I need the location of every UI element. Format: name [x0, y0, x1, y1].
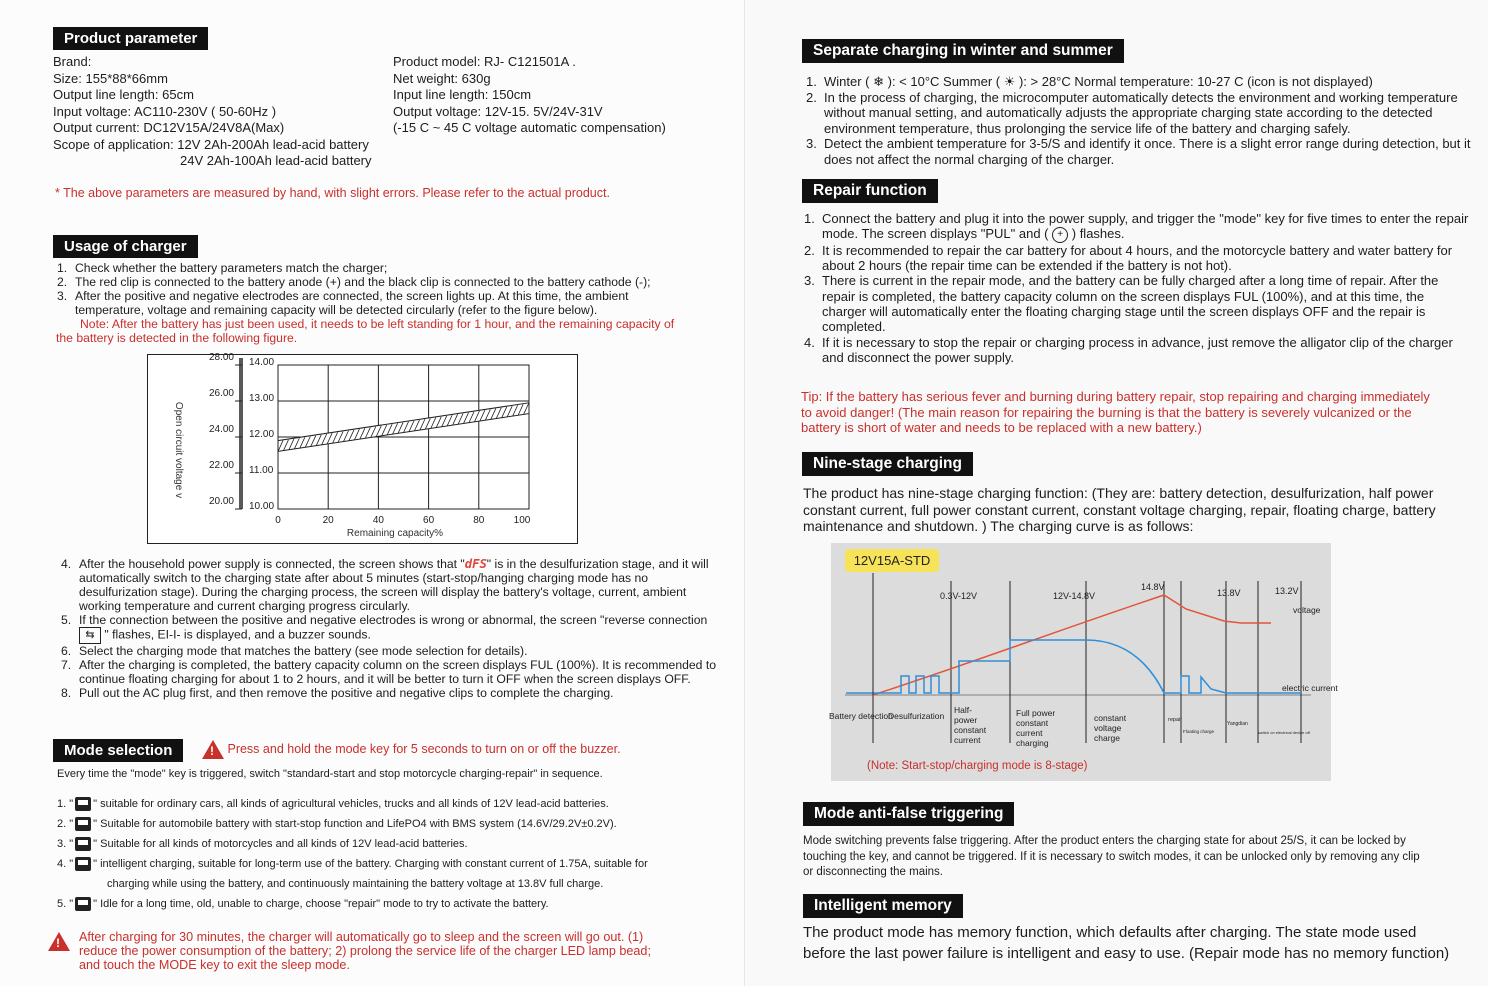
memory-heading: Intelligent memory: [803, 894, 963, 918]
chart-background: [831, 543, 1331, 781]
y-tick-label-24v: 20.00: [208, 496, 234, 507]
stage-voltage-label: 0.3V-12V: [940, 591, 978, 601]
product-parameter-col2: [393, 54, 666, 137]
list-item: 3. After the positive and negative electrodes are connected, the screen lights up. At this time, the ambient temperature, voltage and remaining capacity will be detected circularly (refer to the figure below).: [57, 289, 629, 317]
anti-false-heading: Mode anti-false triggering: [803, 802, 1014, 826]
mode-item-lifepo: 2. " " Suitable for automobile battery with start-stop function and LifePO4 with BMS system (14.6V/29.2V±0.2V).: [57, 818, 617, 830]
car-lifepo-icon: [75, 817, 91, 831]
param-weight: Net weight: 630g: [393, 70, 491, 86]
stage-voltage-label: 13.8V: [1217, 588, 1241, 598]
chart-tag-label: 12V15A-STD: [853, 553, 931, 568]
y-tick-label-24v: 22.00: [208, 460, 234, 471]
list-item: 4. If it is necessary to stop the repair or charging process in advance, just remove the alligator clip of the charger and disconnect the power supply.: [804, 334, 1453, 365]
motorcycle-icon: [75, 837, 91, 851]
param-output-current: Output current: DC12V15A/24V8A(Max): [53, 120, 285, 135]
stage-label: power: [954, 715, 978, 725]
car-std-icon: [75, 797, 91, 811]
mode-item-std: 1. " " suitable for ordinary cars, all kinds of agricultural vehicles, trucks and all kinds of 12V lead-acid batteries.: [57, 798, 609, 810]
mode-list: [57, 794, 648, 914]
x-tick-label: 0: [275, 515, 281, 526]
list-item: 4. After the household power supply is connected, the screen shows that "dFS" is in the desulfurization stage, and it will automatically switch to the charging state after about 5 minutes (start-stop/hanging charging mode has no desulfurization stage). During the charging process, the screen will display the battery's voltage, current, ambient working temperature and current charging progress circularly.: [61, 557, 709, 613]
sleep-warning-icon-wrap: [48, 932, 70, 951]
usage-list: [57, 261, 729, 317]
stage-label: current: [954, 735, 981, 745]
warning-icon: [48, 932, 70, 951]
stage-label: constant: [1016, 718, 1049, 728]
repair-icon: [75, 897, 91, 911]
chart-x-label: Remaining capacity%: [346, 528, 444, 539]
param-size: Size: 155*88*66mm: [53, 70, 168, 86]
parameter-note: * The above parameters are measured by hand, with slight errors. Please refer to the actual product.: [55, 186, 610, 200]
stage-label: repair: [1168, 717, 1183, 723]
stage-label: Yangdian: [1227, 721, 1248, 727]
list-item: 3. There is current in the repair mode, and the battery can be fully charged after a long time of repair. After the repair is completed, the battery capacity column on the screen displays FUL (100%), and at this time, the charger will automatically enter the floating charging stage until the screen displays OFF and the repair is completed.: [804, 273, 1439, 335]
chart-note: (Note: Start-stop/charging mode is 8-stage): [867, 760, 1088, 772]
seasons-list: [806, 74, 1481, 167]
stage-label: voltage: [1094, 723, 1122, 733]
usage-list-continued: [61, 557, 725, 700]
dfs-display: dFS: [464, 557, 487, 571]
nine-stage-charging-chart: [829, 543, 1338, 781]
list-item: 1. Check whether the battery parameters match the charger;: [57, 261, 388, 275]
buzzer-note: ! Press and hold the mode key for 5 seconds to turn on or off the buzzer.: [202, 740, 621, 759]
x-tick-label: 60: [423, 515, 435, 526]
anti-false-text: Mode switching prevents false triggering. After the product enters the charging state for about 25/S, it can be locked by touching the key, and cannot be triggered. If it is necessary to switch modes, it can be unlocked only by removing any clip or disconnecting the mains.: [803, 835, 1420, 878]
param-model: Product model: RJ- C121501A .: [393, 54, 576, 69]
list-item: 1. Connect the battery and plug it into the power supply, and trigger the "mode" key for five times to enter the repair mode. The screen displays "PUL" and ( + ) flashes.: [804, 211, 1469, 242]
param-scope-24v: 24V 2Ah-100Ah lead-acid battery: [180, 153, 372, 168]
stage-label: Full power: [1016, 708, 1056, 718]
right-page: [745, 0, 1488, 986]
y-tick-label-24v: 28.00: [208, 352, 234, 363]
stage-voltage-label: 13.2V: [1275, 586, 1299, 596]
stage-voltage-label: 12V-14.8V: [1053, 591, 1096, 601]
y-tick-label-12v: 13.00: [249, 393, 275, 404]
x-tick-label: 40: [372, 515, 384, 526]
param-output-voltage: Output voltage: 12V-15. 5V/24V-31V: [393, 103, 603, 119]
stage-label: constant: [1094, 713, 1127, 723]
list-item: 6. Select the charging mode that matches the battery (see mode selection for details).: [61, 644, 528, 658]
stage-label: charging: [1016, 738, 1049, 748]
y-tick-label-12v: 11.00: [249, 465, 274, 476]
stage-label: Half-: [954, 705, 972, 715]
stage-label: switch on electrical device off: [1258, 730, 1310, 735]
stage-voltage-label: 14.8V: [1141, 582, 1165, 592]
param-input-voltage: Input voltage: AC110-230V ( 50-60Hz ): [53, 103, 277, 119]
list-item: 1. Winter ( ❄ ): < 10°C Summer ( ☀ ): > 28°C Normal temperature: 10-27 C (icon is not displayed): [806, 74, 1373, 89]
stage-label: constant: [954, 725, 987, 735]
nine-stage-text: The product has nine-stage charging function: (They are: battery detection, desulfurization, half power constant current, full power constant current, constant voltage charging, repair, floating charge, battery maintenance and shutdown. ) The charging curve is as follows:: [803, 485, 1436, 534]
mode-selection-heading: Mode selection: [53, 739, 183, 762]
y-tick-label-12v: 14.00: [249, 357, 275, 368]
reverse-connection-icon: ⇆: [79, 627, 101, 644]
list-item: 2. It is recommended to repair the car battery for about 4 hours, and the motorcycle battery and water battery for about 2 hours (the repair time can be extended if the battery is not hot).: [804, 242, 1453, 274]
voltage-capacity-chart: [147, 354, 578, 544]
stage-label: Battery detection: [829, 711, 893, 721]
stage-label: charge: [1094, 733, 1120, 743]
stage-label: Floating charge: [1183, 729, 1215, 734]
x-tick-label: 20: [322, 515, 334, 526]
x-tick-label: 80: [473, 515, 485, 526]
y-tick-label-24v: 26.00: [208, 388, 234, 399]
product-parameter-col1: [53, 54, 372, 170]
warning-icon: [202, 740, 224, 759]
stage-label: Desulfurization: [888, 711, 945, 721]
y-tick-label-24v: 24.00: [208, 424, 234, 435]
memory-text: The product mode has memory function, which defaults after charging. The state mode used before the last power failure is intelligent and easy to use. (Repair mode has no memory function): [803, 924, 1450, 962]
list-item: 8. Pull out the AC plug first, and then remove the positive and negative clips to complete the charging.: [61, 686, 614, 700]
stage-label: current: [1016, 728, 1043, 738]
repair-list: [804, 211, 1469, 365]
list-item: 3. Detect the ambient temperature for 3-5/S and identify it once. There is a slight error range during detection, but it does not affect the normal charging of the charger.: [806, 136, 1471, 167]
chart-y-label: Open circuit voltage v: [173, 401, 184, 499]
product-parameter-heading: Product parameter: [53, 27, 208, 50]
usage-heading: Usage of charger: [53, 235, 198, 258]
repair-tip: Tip: If the battery has serious fever and burning during battery repair, stop repairing and charging immediately to avoid danger! (The main reason for repairing the burning is that the battery is severely vulcanized or the battery is short of water and needs to be replaced with a new battery.): [801, 389, 1430, 435]
usage-note-line2: the battery is detected in the following figure.: [56, 331, 298, 345]
trickle-icon: [75, 857, 91, 871]
x-tick-label: 100: [513, 515, 531, 526]
repair-plus-icon: +: [1052, 227, 1068, 243]
param-brand: Brand:: [53, 54, 92, 69]
mode-intro: Every time the "mode" key is triggered, switch "standard-start and stop motorcycle charging-repair" in sequence.: [57, 768, 603, 780]
list-item: 7. After the charging is completed, the battery capacity column on the screen displays FUL (100%). It is recommended to continue floating charging for about 1 to 2 hours, and it will be better to turn it OFF when the screen displays OFF.: [61, 658, 716, 686]
legend-current: electric current: [1282, 683, 1338, 693]
mode-item-smart-cont: charging while using the battery, and continuously maintaining the battery voltage at 13.8V full charge.: [107, 878, 604, 890]
nine-stage-heading: Nine-stage charging: [802, 452, 973, 476]
y-tick-label-12v: 10.00: [249, 501, 275, 512]
mode-item-repair: 5. " " Idle for a long time, old, unable to charge, choose "repair" mode to try to activate the battery.: [57, 898, 549, 910]
param-output-line: Output line length: 65cm: [53, 87, 194, 102]
param-input-line: Input line length: 150cm: [393, 87, 532, 102]
param-scope: Scope of application: 12V 2Ah-200Ah lead-acid battery: [53, 136, 369, 152]
list-item: 2. The red clip is connected to the battery anode (+) and the black clip is connected to the battery cathode (-);: [57, 275, 651, 289]
mode-item-moto: 3. " " Suitable for all kinds of motorcycles and all kinds of 12V lead-acid batteries.: [57, 838, 468, 850]
list-item: 5. If the connection between the positive and negative electrodes is wrong or abnormal, the screen "reverse connection ⇆ " flashes, EI-I- is displayed, and a buzzer sounds.: [61, 613, 725, 644]
usage-note-line1: Note: After the battery has just been used, it needs to be left standing for 1 hour, and the remaining capacity of: [80, 317, 675, 331]
param-compensation: (-15 C ~ 45 C voltage automatic compensation): [393, 120, 666, 135]
list-item: 2. In the process of charging, the microcomputer automatically detects the environment and working temperature without manual setting, and automatically adjusts the appropriate charging state according to the detected environment temperature, thus prolonging the service life of the battery and charging safely.: [806, 89, 1458, 136]
mode-item-smart: 4. " " intelligent charging, suitable for long-term use of the battery. Charging with constant current of 1.75A, suitable for: [57, 858, 648, 870]
y-tick-label-12v: 12.00: [249, 429, 275, 440]
sleep-note: After charging for 30 minutes, the charger will automatically go to sleep and the screen will go out. (1) reduce the power consumption of the battery; 2) prolong the service life of the charger LED lamp bead; and touch the MODE key to exit the sleep mode.: [79, 930, 651, 972]
repair-heading: Repair function: [802, 179, 938, 203]
seasons-heading: Separate charging in winter and summer: [802, 39, 1124, 63]
legend-voltage: voltage: [1293, 605, 1321, 615]
